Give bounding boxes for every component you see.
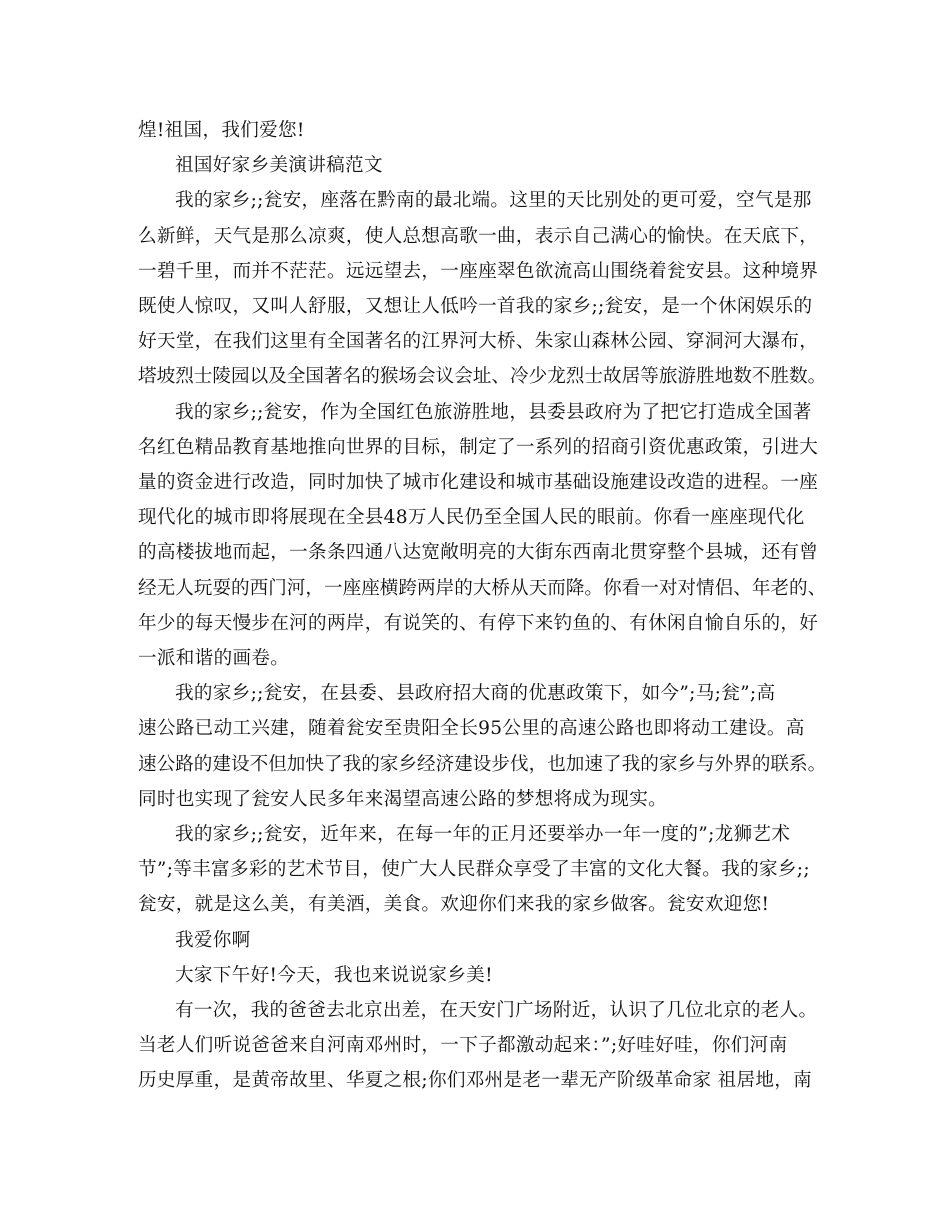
text-line: 煌!祖国，我们爱您! [138, 120, 305, 141]
text-line: 速公路的建设不但加快了我的家乡经济建设步伐，也加速了我的家乡与外界的联系。 [138, 753, 827, 775]
text-line: 量的资金进行改造，同时加快了城市化建设和城市基础设施建设改造的进程。一座 [138, 472, 819, 494]
text-line: 经无人玩耍的西门河，一座座横跨两岸的大桥从天而降。你看一对对情侣、年老的、 [138, 577, 827, 599]
text-line: 么新鲜，天气是那么凉爽，使人总想高歌一曲，表示自己满心的愉快。在天底下， [138, 225, 819, 247]
text-line: 好天堂，在我们这里有全国著名的江界河大桥、朱家山森林公园、穿洞河大瀑布， [138, 331, 819, 353]
text-line: 一派和谐的画卷。 [138, 648, 290, 670]
text-line: 节”;等丰富多彩的艺术节目，使广大人民群众享受了丰富的文化大餐。我的家乡;; [138, 859, 810, 881]
text-line: 既使人惊叹，又叫人舒服，又想让人低吟一首我的家乡;;瓮安，是一个休闲娱乐的 [138, 296, 813, 318]
text-line: 大家下午好!今天，我也来说说家乡美! [175, 964, 493, 986]
text-line: 我的家乡;;瓮安，在县委、县政府招大商的优惠政策下，如今”;马;瓮”;高 [175, 683, 776, 705]
text-line: 祖国好家乡美演讲稿范文 [175, 155, 383, 177]
text-line: 瓮安，就是这么美，有美酒，美食。欢迎你们来我的家乡做客。瓮安欢迎您! [138, 894, 770, 916]
text-line: 的高楼拔地而起，一条条四通八达宽敞明亮的大街东西南北贯穿整个县城，还有曾 [138, 542, 819, 564]
text-line: 有一次，我的爸爸去北京出差，在天安门广场附近，认识了几位北京的老人。 [175, 1000, 818, 1022]
text-line: 塔坡烈士陵园以及全国著名的猴场会议会址、冷少龙烈士故居等旅游胜地数不胜数。 [138, 366, 827, 388]
text-line: 我的家乡;;瓮安，近年来，在每一年的正月还要举办一年一度的”;龙狮艺术 [175, 824, 791, 846]
text-line: 同时也实现了瓮安人民多年来渴望高速公路的梦想将成为现实。 [138, 788, 668, 810]
text-line: 历史厚重，是黄帝故里、华夏之根;你们邓州是老一辈无产阶级革命家 祖居地，南 [138, 1070, 813, 1092]
text-line: 我的家乡;;瓮安，作为全国红色旅游胜地，县委县政府为了把它打造成全国著 [175, 401, 812, 423]
text-line: 一碧千里，而并不茫茫。远远望去，一座座翠色欲流高山围绕着瓮安县。这种境界 [138, 260, 819, 282]
text-line: 名红色精品教育基地推向世界的目标，制定了一系列的招商引资优惠政策，引进大 [138, 436, 819, 458]
text-line: 年少的每天慢步在河的两岸，有说笑的、有停下来钓鱼的、有休闲自愉自乐的，好 [138, 612, 819, 634]
text-line: 我爱你啊 [175, 929, 251, 951]
text-line: 速公路已动工兴建，随着瓮安至贵阳全长95公里的高速公路也即将动工建设。高 [138, 718, 805, 740]
text-line: 现代化的城市即将展现在全县48万人民仍至全国人民的眼前。你看一座座现代化 [138, 507, 805, 529]
text-line: 当老人们听说爸爸来自河南邓州时，一下子都激动起来：”;好哇好哇，你们河南 [138, 1035, 788, 1057]
document-body [138, 113, 828, 1099]
text-line: 我的家乡;;瓮安，座落在黔南的最北端。这里的天比别处的更可爱，空气是那 [175, 190, 812, 212]
